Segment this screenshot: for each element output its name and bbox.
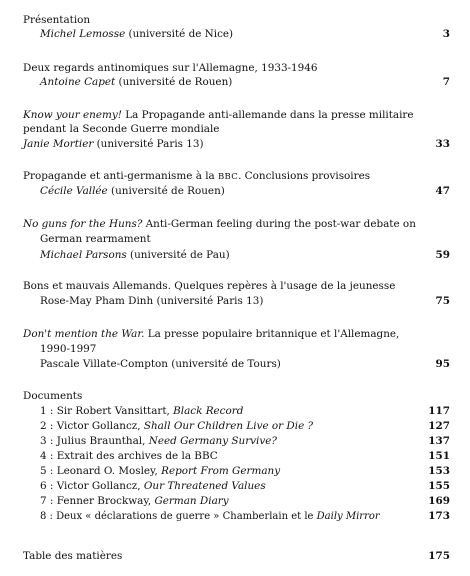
document-text: 6 : Victor Gollancz, bbox=[40, 480, 144, 492]
entry-title-rest: Anti-German feeling during the post-war debate on bbox=[142, 218, 416, 230]
entry-author: Rose-May Pham Dinh (université Paris 13) bbox=[40, 295, 264, 307]
document-text: 7 : Fenner Brockway, bbox=[40, 495, 155, 507]
document-title: Black Record bbox=[173, 405, 244, 417]
entry-page-number: 33 bbox=[435, 138, 450, 150]
author-name: Antoine Capet bbox=[40, 76, 116, 88]
document-title: Shall Our Children Live or Die ? bbox=[143, 420, 314, 432]
document-text: 5 : Leonard O. Mosley, bbox=[40, 465, 162, 477]
document-text: 3 : Julius Braunthal, bbox=[40, 435, 149, 447]
entry-author bbox=[23, 138, 204, 151]
entry-page-number: 59 bbox=[435, 249, 450, 261]
entry-title bbox=[23, 218, 416, 231]
entry-title-rest: La Propagande anti-allemande dans la presse militaire bbox=[121, 109, 414, 121]
entry-title-italic: Know your enemy! bbox=[23, 109, 122, 121]
author-name: Janie Mortier bbox=[23, 138, 94, 150]
author-affiliation: (université de Rouen) bbox=[115, 76, 233, 88]
document-page-number: 117 bbox=[428, 405, 450, 417]
author-affiliation: (université de Rouen) bbox=[107, 185, 225, 197]
entry-title: Bons et mauvais Allemands. Quelques repères à l'usage de la jeunesse bbox=[23, 280, 396, 292]
footer-label: Table des matières bbox=[23, 550, 123, 562]
document-title: German Diary bbox=[154, 495, 229, 507]
entry-title-continued: German rearmament bbox=[40, 233, 151, 245]
entry-title bbox=[23, 109, 414, 122]
document-page-number: 153 bbox=[428, 465, 450, 477]
entry-title-italic: No guns for the Huns? bbox=[23, 218, 143, 230]
document-page-number: 169 bbox=[428, 495, 450, 507]
entry-author: Pascale Villate-Compton (université de Tours) bbox=[40, 358, 281, 370]
entry-title bbox=[23, 328, 399, 341]
document-item bbox=[40, 450, 218, 463]
entry-page-number: 3 bbox=[442, 28, 450, 40]
entry-title bbox=[23, 170, 370, 184]
document-item bbox=[40, 420, 313, 433]
entry-author bbox=[40, 185, 225, 198]
document-page-number: 173 bbox=[428, 510, 450, 522]
document-text: 4 : Extrait des archives de la BBC bbox=[40, 450, 218, 462]
document-page-number: 155 bbox=[428, 480, 450, 492]
entry-page-number: 47 bbox=[435, 185, 450, 197]
entry-title-smallcaps: BBC bbox=[218, 172, 239, 182]
document-item bbox=[40, 465, 280, 478]
document-text: 8 : Deux « déclarations de guerre » Chamberlain et le bbox=[40, 511, 317, 522]
document-item bbox=[40, 510, 380, 523]
entry-title-continued: 1990-1997 bbox=[40, 343, 97, 355]
document-item bbox=[40, 435, 277, 448]
entry-title-post: . Conclusions provisoires bbox=[238, 170, 371, 182]
document-item bbox=[40, 480, 266, 493]
entry-title-continued: pendant la Seconde Guerre mondiale bbox=[23, 123, 220, 135]
document-page-number: 151 bbox=[428, 450, 450, 462]
document-title: Daily Mirror bbox=[316, 511, 380, 522]
document-title: Report From Germany bbox=[161, 465, 281, 477]
document-title: Need Germany Survive? bbox=[148, 435, 277, 447]
entry-page-number: 95 bbox=[435, 358, 450, 370]
author-affiliation: (université de Nice) bbox=[125, 28, 234, 40]
author-affiliation: (université Paris 13) bbox=[93, 138, 204, 150]
footer-page-number: 175 bbox=[428, 550, 450, 562]
document-text: 1 : Sir Robert Vansittart, bbox=[40, 405, 174, 417]
entry-author bbox=[40, 28, 233, 41]
author-name: Cécile Vallée bbox=[40, 185, 108, 197]
document-item bbox=[40, 405, 243, 418]
documents-heading: Documents bbox=[23, 390, 83, 402]
author-affiliation: (université de Pau) bbox=[126, 249, 230, 261]
author-name: Michel Lemosse bbox=[40, 28, 126, 40]
document-page-number: 137 bbox=[428, 435, 450, 447]
document-page-number: 127 bbox=[428, 420, 450, 432]
document-item bbox=[40, 495, 229, 508]
entry-title: Deux regards antinomiques sur l'Allemagne, 1933-1946 bbox=[23, 62, 318, 74]
entry-title-rest: La presse populaire britannique et l'Allemagne, bbox=[144, 328, 400, 340]
entry-author bbox=[40, 76, 232, 89]
entry-author bbox=[40, 249, 230, 262]
entry-page-number: 75 bbox=[435, 295, 450, 307]
entry-title: Présentation bbox=[23, 14, 91, 26]
author-name: Michael Parsons bbox=[40, 249, 127, 261]
document-text: 2 : Victor Gollancz, bbox=[40, 420, 144, 432]
entry-title-italic: Don't mention the War. bbox=[23, 328, 145, 340]
entry-page-number: 7 bbox=[442, 76, 450, 88]
document-title: Our Threatened Values bbox=[143, 480, 266, 492]
entry-title-pre: Propagande et anti-germanisme à la bbox=[23, 170, 219, 182]
